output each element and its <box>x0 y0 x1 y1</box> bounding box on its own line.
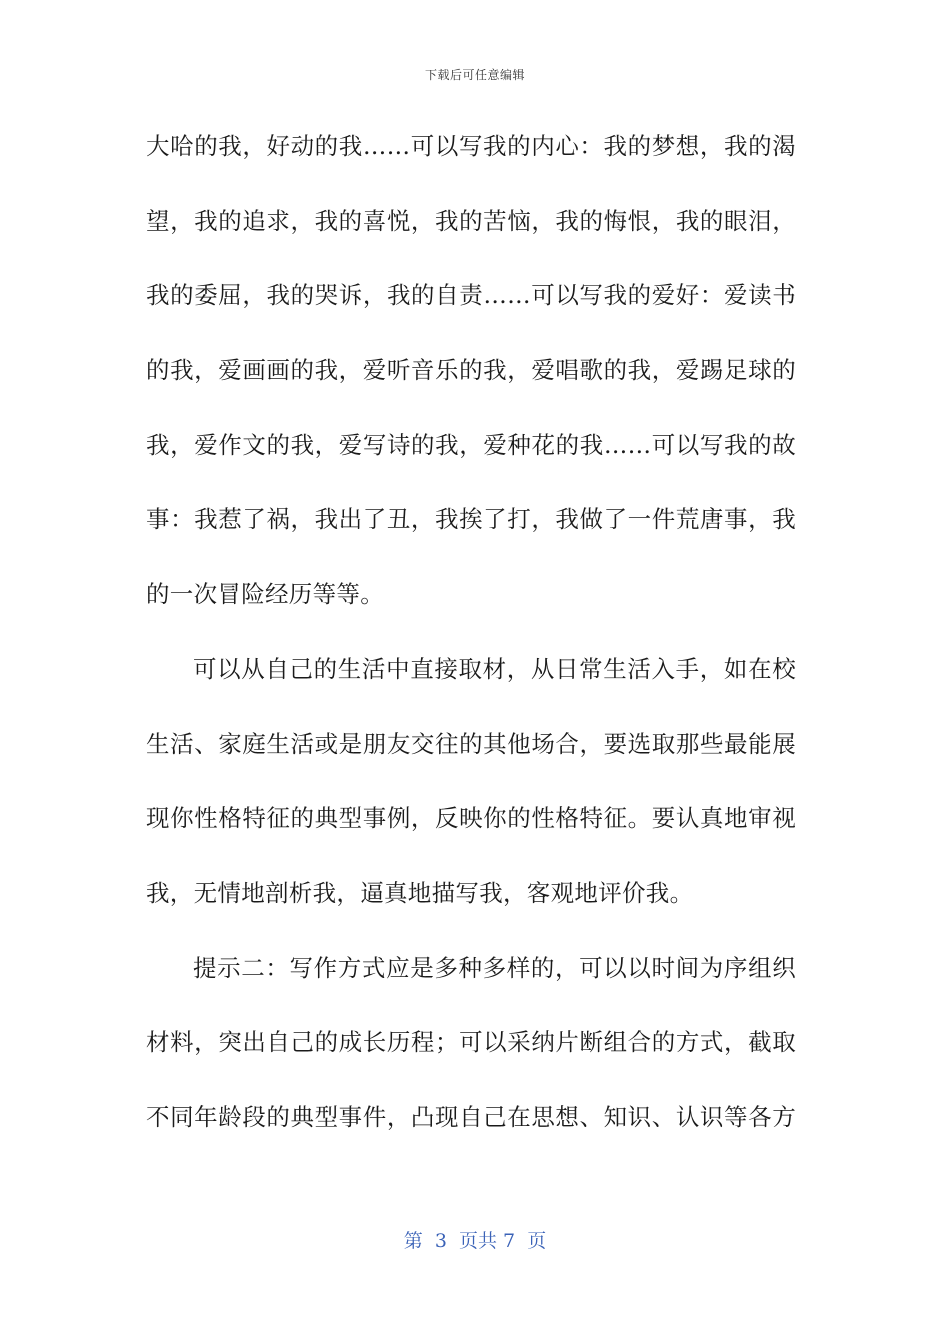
text-line: 我，无情地剖析我，逼真地描写我，客观地评价我。 <box>146 878 694 907</box>
text-line: 不同年龄段的典型事件，凸现自己在思想、知识、认识等各方 <box>146 1102 796 1131</box>
text-line: 事：我惹了祸，我出了丑，我挨了打，我做了一件荒唐事，我 <box>146 505 796 534</box>
document-body <box>146 124 796 1170</box>
text-line: 望，我的追求，我的喜悦，我的苦恼，我的悔恨，我的眼泪， <box>146 206 796 235</box>
text-line: 提示二：写作方式应是多种多样的，可以以时间为序组织 <box>193 953 796 982</box>
page-number-footer: 第 3 页共 7 页 <box>403 1230 547 1252</box>
text-line: 我的委屈，我的哭诉，我的自责……可以写我的爱好：爱读书 <box>146 281 796 310</box>
text-line: 生活、家庭生活或是朋友交往的其他场合，要选取那些最能展 <box>146 729 796 758</box>
text-line: 的我，爱画画的我，爱听音乐的我，爱唱歌的我，爱踢足球的 <box>146 356 796 385</box>
text-line: 的一次冒险经历等等。 <box>146 580 384 609</box>
text-line: 现你性格特征的典型事例，反映你的性格特征。要认真地审视 <box>146 804 796 833</box>
text-line: 我，爱作文的我，爱写诗的我，爱种花的我……可以写我的故 <box>146 430 796 459</box>
text-line: 可以从自己的生活中直接取材，从日常生活入手，如在校 <box>193 654 796 683</box>
text-line: 材料，突出自己的成长历程；可以采纳片断组合的方式，截取 <box>146 1028 796 1057</box>
text-line: 大哈的我，好动的我……可以写我的内心：我的梦想，我的渴 <box>146 132 796 160</box>
page-header: 下载后可任意编辑 <box>424 68 525 82</box>
